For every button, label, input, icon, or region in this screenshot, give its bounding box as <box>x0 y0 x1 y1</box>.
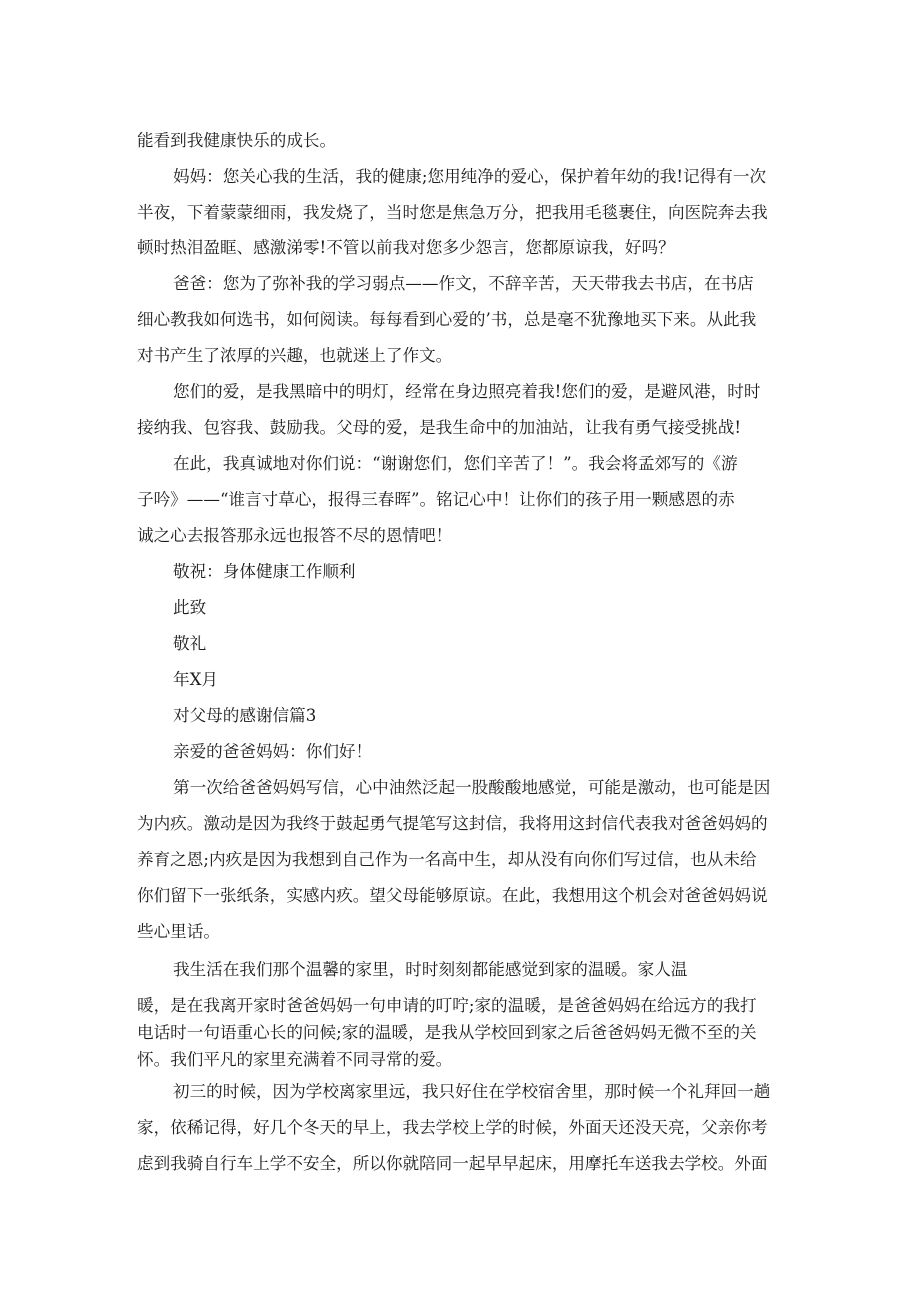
text-line: 些心里话。 <box>137 922 220 941</box>
text-line: 第一次给爸爸妈妈写信，心中油然泛起一股酸酸地感觉，可能是激动，也可能是因 <box>173 778 771 797</box>
text-line: 此致 <box>173 598 207 617</box>
text-line: 我生活在我们那个温馨的家里，时时刻刻都能感觉到家的温暖。家人温 <box>173 960 688 979</box>
text-line: 敬礼 <box>173 634 207 653</box>
text-line: 爸爸：您为了弥补我的学习弱点——作文，不辞辛苦，天天带我去书店，在书店 <box>173 274 754 293</box>
text-line: 初三的时候，因为学校离家里远，我只好住在学校宿舍里，那时候一个礼拜回一趟 <box>173 1082 771 1101</box>
text-line: 能看到我健康快乐的成长。 <box>137 131 337 150</box>
text-line: 子吟》——“谁言寸草心，报得三春晖”。铭记心中！让你们的孩子用一颗感恩的赤 <box>137 490 735 509</box>
text-line: 年X月 <box>173 670 219 689</box>
text-line: 在此，我真诚地对你们说：“谢谢您们，您们辛苦了！”。我会将孟郊写的《游 <box>173 454 738 473</box>
text-line: 虑到我骑自行车上学不安全，所以你就陪同一起早早起床，用摩托车送我去学校。外面 <box>137 1154 768 1173</box>
text-line: 妈妈：您关心我的生活，我的健康;您用纯净的爱心，保护着年幼的我!记得有一次 <box>173 167 767 186</box>
text-line: 怀。我们平凡的家里充满着不同寻常的爱。 <box>137 1050 453 1069</box>
text-line: 诚之心去报答那永远也报答不尽的恩情吧！ <box>137 526 453 545</box>
text-line: 你们留下一张纸条，实感内疚。望父母能够原谅。在此，我想用这个机会对爸爸妈妈说 <box>137 886 768 905</box>
text-line: 细心教我如何选书，如何阅读。每每看到心爱的’书，总是毫不犹豫地买下来。从此我 <box>137 310 757 329</box>
salutation: 亲爱的爸爸妈妈：你们好！ <box>173 742 373 761</box>
text-line: 敬祝：身体健康工作顺利 <box>173 562 356 581</box>
text-line: 顿时热泪盈眶、感激涕零!不管以前我对您多少怨言，您都原谅我，好吗？ <box>137 238 675 257</box>
text-line: 半夜，下着蒙蒙细雨，我发烧了，当时您是焦急万分，把我用毛毯裹住，向医院奔去我 <box>137 203 768 222</box>
text-line: 接纳我、包容我、鼓励我。父母的爱，是我生命中的加油站，让我有勇气接受挑战! <box>137 418 742 437</box>
text-line: 养育之恩;内疚是因为我想到自己作为一名高中生，却从没有向你们写过信，也从未给 <box>137 850 757 869</box>
text-line: 对书产生了浓厚的兴趣，也就迷上了作文。 <box>137 346 453 365</box>
text-line: 为内疚。激动是因为我终于鼓起勇气提笔写这封信，我将用这封信代表我对爸爸妈妈的 <box>137 814 768 833</box>
section-heading: 对父母的感谢信篇3 <box>173 706 317 725</box>
text-line: 您们的爱，是我黑暗中的明灯，经常在身边照亮着我!您们的爱，是避风港，时时 <box>173 382 761 401</box>
text-line: 家，依稀记得，好几个冬天的早上，我去学校上学的时候，外面天还没天亮，父亲你考 <box>137 1118 768 1137</box>
text-line: 暖，是在我离开家时爸爸妈妈一句申请的叮咛;家的温暖，是爸爸妈妈在给远方的我打 <box>137 996 757 1015</box>
text-line: 电话时一句语重心长的问候;家的温暖，是我从学校回到家之后爸爸妈妈无微不至的关 <box>137 1023 757 1042</box>
